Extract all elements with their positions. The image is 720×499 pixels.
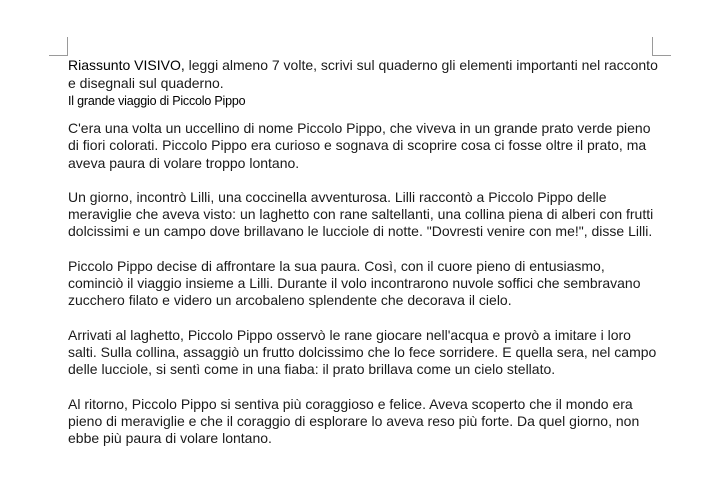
page-corner-mark-top-right: [652, 37, 671, 56]
document-page: [68, 56, 658, 447]
story-paragraph-2: Un giorno, incontrò Lilli, una coccinella avventurosa. Lilli raccontò a Piccolo Pippo delle meraviglie che aveva visto: un laghetto con rane saltellanti, una collina piena di alberi con frutti dolcissimi e un campo dove brillavano le lucciole di notte. "Dovresti venire con me!", disse Lilli.: [68, 188, 654, 240]
story-title: Il grande viaggio di Piccolo Pippo: [68, 94, 246, 108]
story-paragraph-1: C'era una volta un uccellino di nome Piccolo Pippo, che viveva in un grande prato verde pieno di fiori colorati. Piccolo Pippo era curioso e sognava di scoprire cosa ci fosse oltre il prato, ma aveva paura di volare troppo lontano.: [68, 120, 651, 171]
instructions-emphasis: Riassunto VISIVO,: [68, 57, 185, 73]
page-corner-mark-top-left: [49, 37, 68, 56]
story-paragraph-3: Piccolo Pippo decise di affrontare la sua paura. Così, con il cuore pieno di entusiasmo, cominciò il viaggio insieme a Lilli. Durante il volo incontrarono nuvole soffici che sembravano zucchero filato e videro un arcobaleno splendente che decorava il cielo.: [68, 257, 641, 309]
story-paragraph-5: Al ritorno, Piccolo Pippo si sentiva più coraggioso e felice. Aveva scoperto che il mondo era pieno di meraviglie e che il coraggio di esplorare lo aveva reso più forte. Da quel giorno, non ebbe più paura di volare lontano.: [68, 395, 640, 447]
story-paragraph-4: Arrivati al laghetto, Piccolo Pippo osservò le rane giocare nell'acqua e provò a imitare i loro salti. Sulla collina, assaggiò un frutto dolcissimo che lo fece sorridere. E quella sera, nel campo delle lucciole, si sentì come in una fiaba: il prato brillava come un cielo stellato.: [68, 326, 657, 378]
instructions: [68, 56, 658, 92]
instructions-text: leggi almeno 7 volte, scrivi sul quaderno gli elementi importanti nel racconto e disegnali sul quaderno.: [68, 57, 658, 91]
